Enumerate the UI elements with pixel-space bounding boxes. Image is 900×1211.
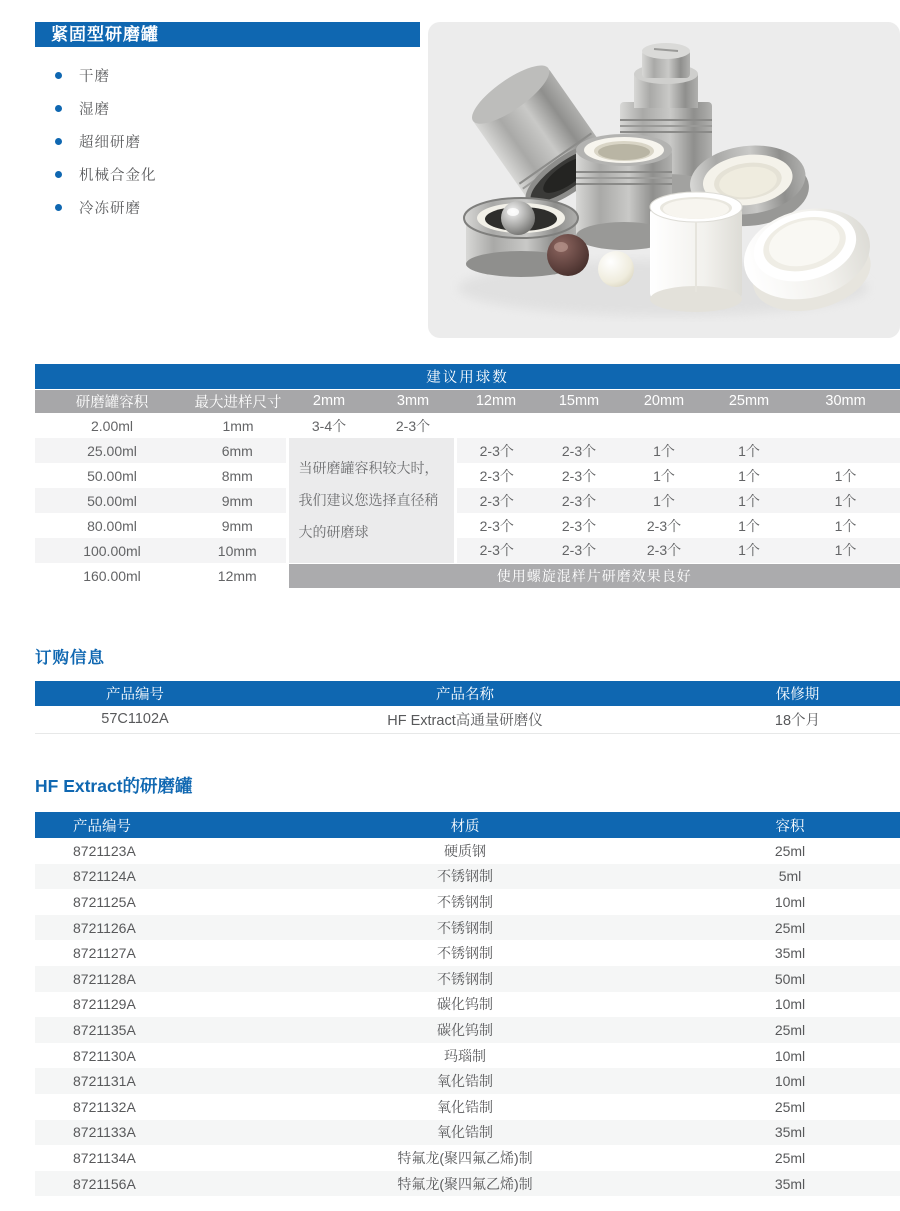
cell-material: 玛瑙制 [444,1047,486,1064]
cell-balls: 1个 [834,542,857,559]
col-header: 20mm [621,389,707,413]
jars-table [35,812,900,1196]
feature-label: 干磨 [79,69,110,85]
table-row [35,538,900,563]
cell-feed: 9mm [221,517,253,534]
bullet-dot-icon [55,138,62,145]
list-item [55,59,157,92]
page-title: 紧固型研磨罐 [35,22,420,47]
cell-volume: 10ml [774,893,806,910]
table-title-row [35,364,900,389]
cell-code: 8721126A [73,919,136,936]
col-header: 最大进样尺寸 [189,389,287,413]
cell-balls: 1个 [834,492,857,509]
feature-label: 超细研磨 [79,135,141,151]
table-row [35,413,900,438]
cell-balls: 1个 [738,467,760,484]
table-row [35,1094,900,1120]
cell-balls: 1个 [834,467,857,484]
cell-material: 碳化钨制 [437,1021,493,1038]
table-row [35,889,900,915]
cell-material: 硬质钢 [444,842,486,859]
table-row [35,1120,900,1146]
cell-code: 8721132A [73,1098,136,1115]
col-header: 产品编号 [35,681,235,706]
cell-volume: 25.00ml [87,442,137,459]
table-row [35,838,900,864]
table-row [35,438,900,463]
table-row [35,966,900,992]
cell-material: 氧化锆制 [437,1073,493,1090]
cell-balls: 1个 [834,517,857,534]
cell-volume: 10ml [774,996,806,1013]
list-item [55,92,157,125]
col-header: 2mm [287,389,371,413]
cell-material: 不锈钢制 [437,945,493,962]
bullet-dot-icon [55,72,62,79]
cell-balls [791,413,900,438]
feature-label: 冷冻研磨 [79,201,141,217]
cell-balls: 1个 [738,542,760,559]
cell-code: 8721127A [73,945,136,962]
cell-balls: 2-3个 [479,467,514,484]
col-header: 12mm [455,389,537,413]
table-row [35,864,900,890]
table-row [35,488,900,513]
col-header: 产品名称 [235,681,695,706]
cell-volume: 50.00ml [87,467,137,484]
cell-volume: 35ml [774,945,806,962]
col-header: 15mm [537,389,621,413]
cell-balls: 2-3个 [479,492,514,509]
cell-volume: 10ml [774,1047,806,1064]
table-row [35,513,900,538]
cell-code: 8721135A [73,1021,136,1038]
cell-volume: 25ml [774,919,806,936]
table-row [35,1171,900,1197]
ordering-table [35,681,900,734]
table-row [35,915,900,941]
cell-balls: 1个 [653,492,675,509]
advice-note: 当研磨罐容积较大时，我们建议您选择直径稍大的研磨球 [287,438,455,563]
cell-material: 不锈钢制 [437,970,493,987]
table-row [35,992,900,1018]
cell-code: 8721130A [73,1047,136,1064]
cell-balls: 2-3个 [561,542,597,559]
cell-warranty: 18个月 [695,706,900,733]
table-row [35,1017,900,1043]
cell-volume: 25ml [774,1098,806,1115]
cell-code: 8721133A [73,1124,136,1141]
cell-code: 8721129A [73,996,136,1013]
spiral-note-band: 使用螺旋混样片研磨效果良好 [287,563,900,588]
cell-balls [537,413,621,438]
cell-volume: 25ml [774,1149,806,1166]
cell-material: 不锈钢制 [437,893,493,910]
cell-balls [621,413,707,438]
cell-code: 8721125A [73,893,136,910]
cell-feed: 9mm [221,492,253,509]
cell-code: 8721134A [73,1149,136,1166]
table-row [35,1145,900,1171]
col-header: 保修期 [695,681,900,706]
col-header: 研磨罐容积 [35,389,189,413]
cell-balls: 2-3个 [395,417,431,434]
col-header: 3mm [371,389,455,413]
cell-code: 8721124A [73,868,136,885]
bullet-dot-icon [55,204,62,211]
col-header: 容积 [680,812,900,838]
cell-name: HF Extract高通量研磨仪 [235,706,695,733]
cell-volume: 35ml [774,1124,806,1141]
table-row [35,706,900,733]
bullet-dot-icon [55,171,62,178]
cell-balls [791,438,900,463]
bullet-dot-icon [55,105,62,112]
table-row [35,563,900,588]
cell-code: 8721123A [73,842,136,859]
feature-list [55,59,157,224]
table-row [35,463,900,488]
cell-balls: 2-3个 [479,542,514,559]
col-header: 材质 [250,812,680,838]
cell-balls: 2-3个 [479,517,514,534]
list-item [55,191,157,224]
list-item [55,158,157,191]
cell-material: 不锈钢制 [437,868,493,885]
cell-material: 特氟龙(聚四氟乙烯)制 [397,1149,533,1166]
cell-balls: 1个 [738,517,760,534]
feature-label: 湿磨 [79,102,110,118]
cell-material: 特氟龙(聚四氟乙烯)制 [397,1175,533,1192]
cell-balls: 2-3个 [561,492,597,509]
cell-feed: 10mm [217,542,257,559]
cell-code: 8721131A [73,1073,136,1090]
table-header-row [35,812,900,838]
cell-code: 8721128A [73,970,136,987]
table-row [35,940,900,966]
cell-balls: 2-3个 [561,517,597,534]
cell-volume: 50.00ml [87,492,137,509]
cell-volume: 100.00ml [83,542,141,559]
cell-balls: 2-3个 [561,467,597,484]
cell-balls: 1个 [738,442,760,459]
cell-volume: 5ml [778,868,802,885]
cell-balls [455,413,537,438]
cell-volume: 25ml [774,842,806,859]
cell-balls [707,413,791,438]
cell-feed: 12mm [217,567,257,584]
col-header: 产品编号 [35,812,250,838]
col-header: 30mm [791,389,900,413]
cell-balls: 1个 [653,467,675,484]
cell-balls: 2-3个 [646,517,682,534]
cell-balls: 1个 [738,492,760,509]
product-photo [428,22,900,338]
cell-material: 不锈钢制 [437,919,493,936]
cell-balls: 1个 [653,442,675,459]
section-title-jars: HF Extract的研磨罐 [35,776,193,796]
cell-balls: 2-3个 [561,442,597,459]
grinding-jars-illustration [428,22,900,338]
table-row [35,1043,900,1069]
section-title-ordering: 订购信息 [35,649,105,667]
list-item [55,125,157,158]
cell-feed: 8mm [221,467,253,484]
recommended-balls-table [35,364,900,588]
cell-balls: 2-3个 [479,442,514,459]
cell-material: 氧化锆制 [437,1124,493,1141]
cell-volume: 160.00ml [83,567,141,584]
cell-balls: 3-4个 [311,417,347,434]
cell-feed: 1mm [222,417,254,434]
cell-material: 氧化锆制 [437,1098,493,1115]
cell-code: 8721156A [73,1175,136,1192]
cell-material: 碳化钨制 [437,996,493,1013]
table-header-row [35,681,900,706]
col-header: 25mm [707,389,791,413]
cell-balls: 2-3个 [646,542,682,559]
cell-volume: 2.00ml [90,417,134,434]
table-title: 建议用球数 [35,364,900,389]
cell-volume: 10ml [774,1073,806,1090]
cell-volume: 50ml [774,970,806,987]
cell-volume: 35ml [774,1175,806,1192]
cell-feed: 6mm [221,442,253,459]
cell-volume: 80.00ml [87,517,137,534]
feature-label: 机械合金化 [79,168,157,184]
cell-code: 57C1102A [35,706,235,733]
table-row [35,1068,900,1094]
cell-volume: 25ml [774,1021,806,1038]
table-header-row [35,389,900,413]
